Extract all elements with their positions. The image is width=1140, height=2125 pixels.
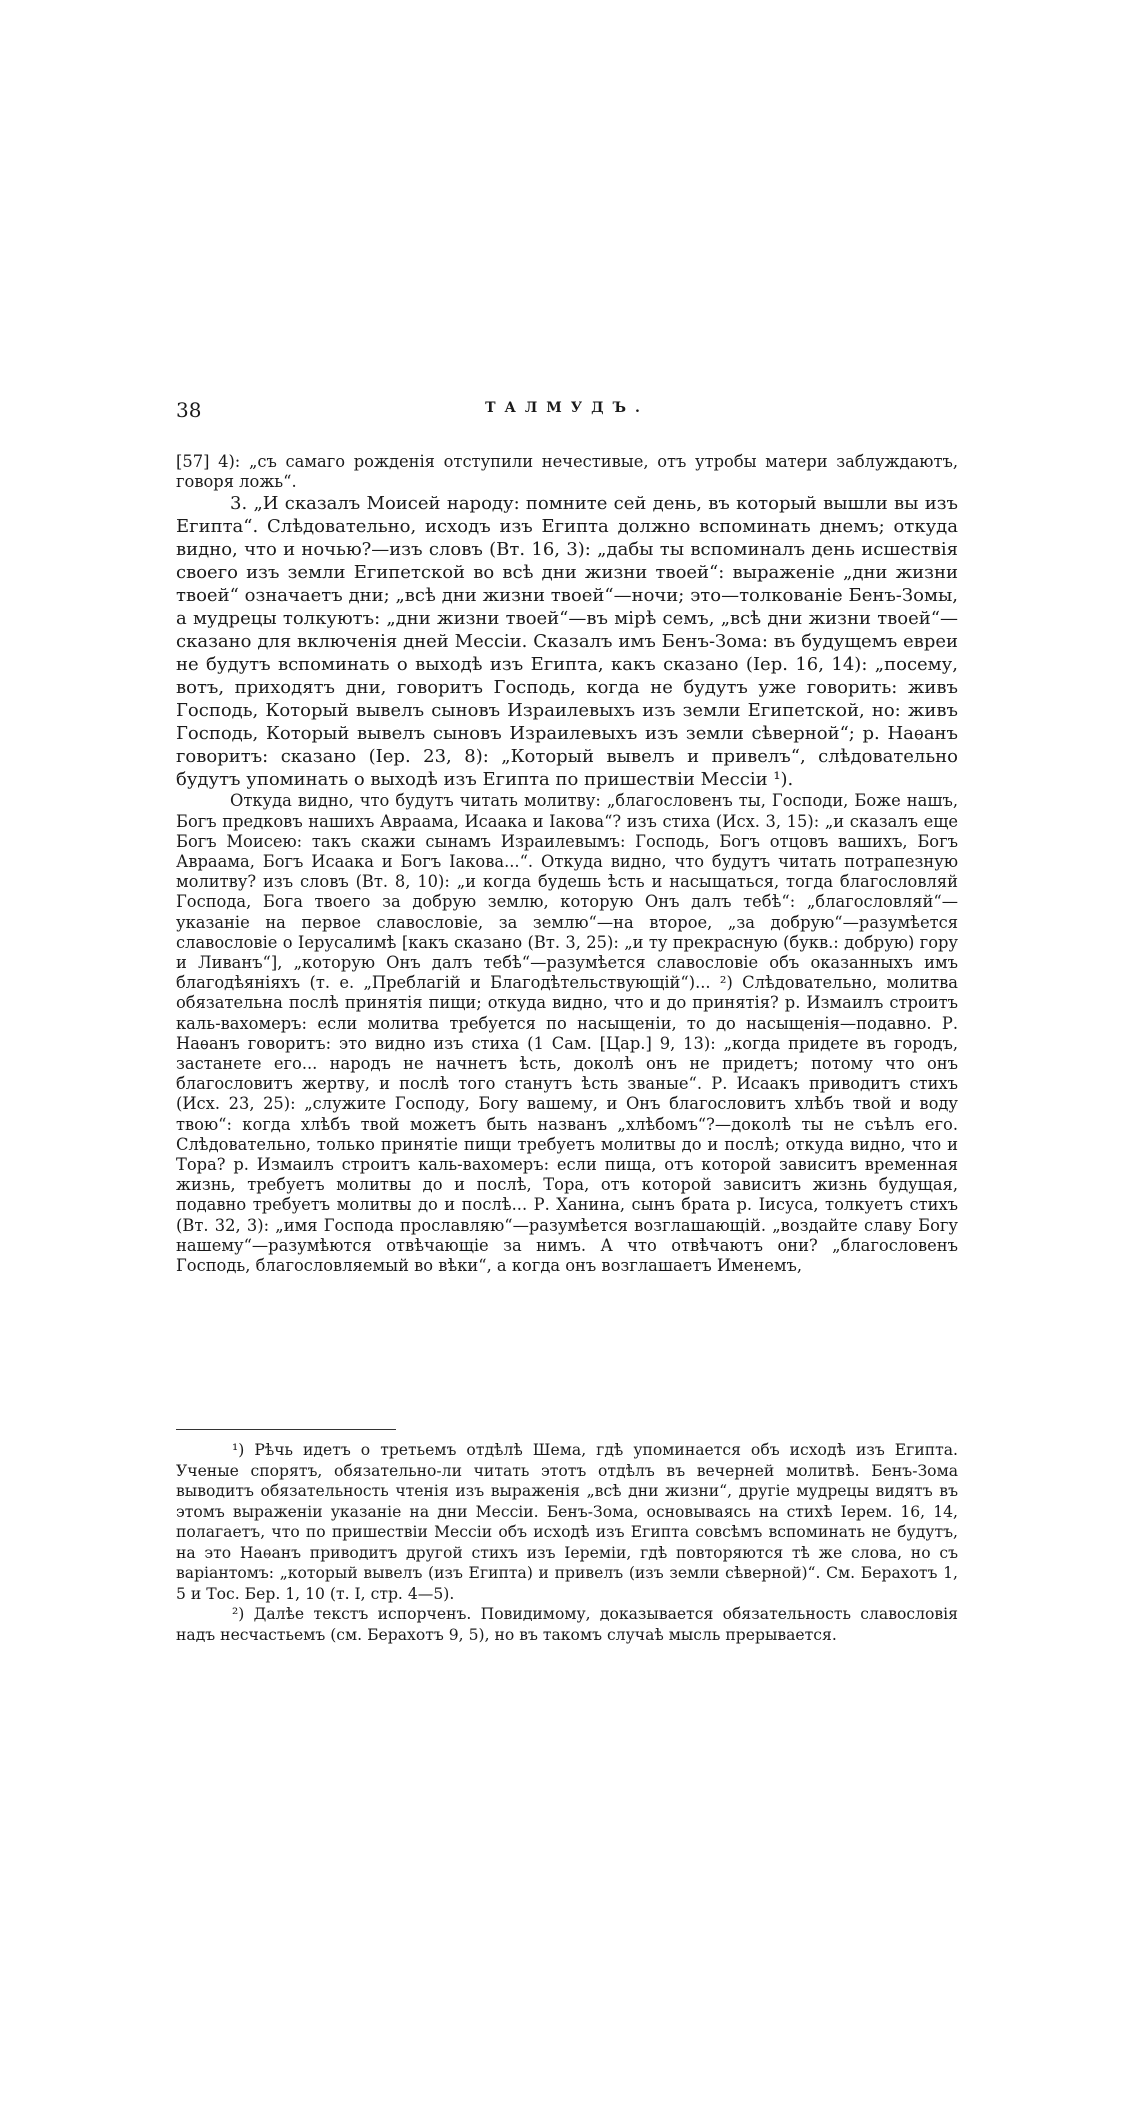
page-header (176, 398, 958, 428)
body-text (176, 452, 958, 1276)
footnote-1: ¹) Рѣчь идетъ о третьемъ отдѣлѣ Шема, гдѣ упоминается объ исходѣ изъ Египта. Ученые спорятъ, обязательно-ли читать этотъ отдѣлъ въ вечерней молитвѣ. Бенъ-Зома выводитъ обязательность чтенія изъ выраженія „всѣ дни жизни“, другіе мудрецы видятъ въ этомъ выраженіи указаніе на дни Мессіи. Бенъ-Зома, основываясь на стихѣ Іерем. 16, 14, полагаетъ, что по пришествіи Мессіи объ исходѣ изъ Египта совсѣмъ вспоминать не будутъ, на это Наѳанъ приводитъ другой стихъ изъ Іереміи, гдѣ повторяются тѣ же слова, но съ варіантомъ: „который вывелъ (изъ Египта) и привелъ (изъ земли сѣверной)“. См. Берахотъ 1, 5 и Тос. Бер. 1, 10 (т. I, стр. 4—5). (176, 1441, 958, 1603)
continued-paragraph: [57] 4): „съ самаго рожденія отступили нечестивые, отъ утробы матери заблуждаютъ, говоря ложь“. (176, 452, 958, 492)
paragraph-blessings: Откуда видно, что будутъ читать молитву: „благословенъ ты, Господи, Боже нашъ, Богъ предковъ нашихъ Авраама, Исаака и Іакова“? изъ стиха (Исх. 3, 15): „и сказалъ еще Богъ Моисею: такъ скажи сынамъ Израилевымъ: Господь, Богъ отцовъ вашихъ, Богъ Авраама, Богъ Исаака и Богъ Іакова...“. Откуда видно, что будутъ читать потрапезную молитву? изъ словъ (Вт. 8, 10): „и когда будешь ѣсть и насыщаться, тогда благословляй Господа, Бога твоего за добрую землю, которую Онъ далъ тебѣ“: „благословляй“—указаніе на первое славословіе, за землю“—на второе, „за добрую“—разумѣется славословіе о Іерусалимѣ [какъ сказано (Вт. 3, 25): „и ту прекрасную (букв.: добрую) гору и Ливанъ“], „которую Онъ далъ тебѣ“—разумѣется славословіе объ оказанныхъ имъ благодѣяніяхъ (т. е. „Преблагій и Благодѣтельствующій“)... ²) Слѣдовательно, молитва обязательна послѣ принятія пищи; откуда видно, что и до принятія? р. Измаилъ строитъ каль-вахомеръ: если молитва требуется по насыщеніи, то до насыщенія—подавно. Р. Наѳанъ говоритъ: это видно изъ стиха (1 Сам. [Цар.] 9, 13): „когда придете въ городъ, застанете его... народъ не начнетъ ѣсть, доколѣ онъ не придетъ; потому что онъ благословитъ жертву, и послѣ того станутъ ѣсть званые“. Р. Исаакъ приводитъ стихъ (Исх. 23, 25): „служите Господу, Богу вашему, и Онъ благословитъ хлѣбъ твой и воду твою“: когда хлѣбъ твой можетъ быть названъ „хлѣбомъ“?—доколѣ ты не съѣлъ его. Слѣдовательно, только принятіе пищи требуетъ молитвы до и послѣ; откуда видно, что и Тора? р. Измаилъ строитъ каль-вахомеръ: если пища, отъ которой зависитъ временная жизнь, требуетъ молитвы до и послѣ, Тора, отъ которой зависитъ жизнь будущая, подавно требуетъ молитвы до и послѣ... Р. Ханина, сынъ брата р. Іисуса, толкуетъ стихъ (Вт. 32, 3): „имя Господа прославляю“—разумѣется возглашающій. „воздайте славу Богу нашему“—разумѣются отвѣчающіе за нимъ. А что отвѣчаютъ они? „благословенъ Господь, благословляемый во вѣки“, а когда онъ возглашаетъ Именемъ, (176, 791, 958, 1276)
footnote-2: ²) Далѣе текстъ испорченъ. Повидимому, доказывается обязательность славословія надъ несчастьемъ (см. Берахотъ 9, 5), но въ такомъ случаѣ мысль прерывается. (176, 1605, 958, 1644)
running-title: ТАЛМУДЪ. (485, 400, 649, 416)
footnotes (176, 1440, 958, 1645)
paragraph-3: 3. „И сказалъ Моисей народу: помните сей день, въ который вышли вы изъ Египта“. Слѣдовательно, исходъ изъ Египта должно вспоминать днемъ; откуда видно, что и ночью?—изъ словъ (Вт. 16, 3): „дабы ты вспоминалъ день исшествія своего изъ земли Египетской во всѣ дни жизни твоей“: выраженіе „дни жизни твоей“ означаетъ дни; „всѣ дни жизни твоей“—ночи; это—толкованіе Бенъ-Зомы, а мудрецы толкуютъ: „дни жизни твоей“—въ мірѣ семъ, „всѣ дни жизни твоей“—сказано для включенія дней Мессіи. Сказалъ имъ Бенъ-Зома: въ будущемъ евреи не будутъ вспоминать о выходѣ изъ Египта, какъ сказано (Іер. 16, 14): „посему, вотъ, приходятъ дни, говоритъ Господь, когда не будутъ уже говорить: живъ Господь, Который вывелъ сыновъ Израилевыхъ изъ земли Египетской, но: живъ Господь, Который вывелъ сыновъ Израилевыхъ изъ земли сѣверной“; р. Наѳанъ говоритъ: сказано (Іер. 23, 8): „Который вывелъ и привелъ“, слѣдовательно будутъ упоминать о выходѣ изъ Египта по пришествіи Мессіи ¹). (176, 493, 958, 791)
footnote-divider (176, 1429, 396, 1430)
page-number: 38 (176, 398, 202, 422)
